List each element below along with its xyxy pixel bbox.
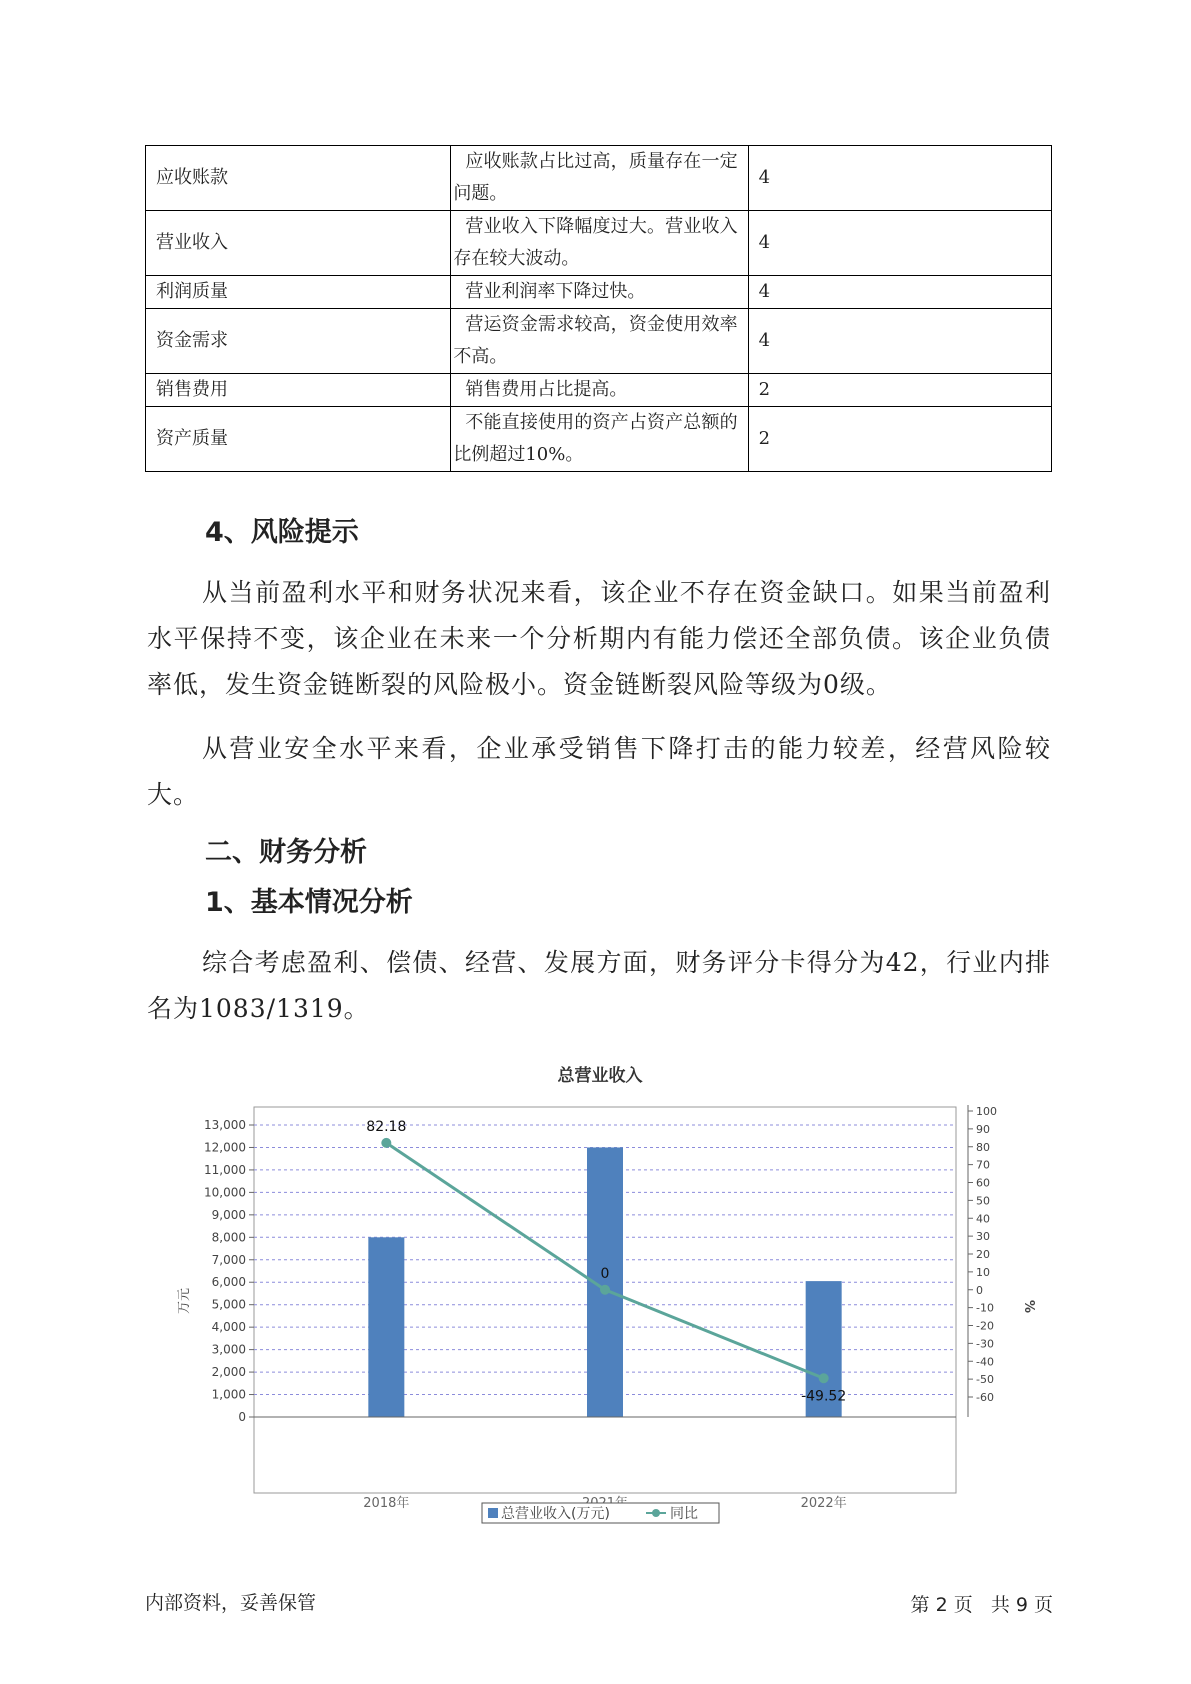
table-cell-item: 销售费用	[146, 374, 451, 407]
table-cell-item: 营业收入	[146, 211, 451, 276]
y2-tick-label: 70	[976, 1158, 990, 1172]
y2-tick-label: 10	[976, 1265, 990, 1279]
y-tick-label: 1,000	[211, 1387, 246, 1402]
right-axis	[968, 1105, 997, 1417]
yoy-point	[381, 1138, 391, 1148]
y2-tick-label: 60	[976, 1176, 990, 1190]
section-heading-financial-analysis: 二、财务分析	[205, 837, 367, 868]
table-cell-item: 应收账款	[146, 146, 451, 211]
table-cell-score: 2	[748, 407, 1051, 472]
y2-tick-label: -30	[976, 1337, 994, 1351]
y-tick-label: 13,000	[204, 1118, 246, 1132]
table-cell-desc: 应收账款占比过高，质量存在一定问题。	[451, 146, 748, 211]
y2-tick-label: 100	[976, 1105, 997, 1118]
chart-legend	[482, 1503, 719, 1523]
table-row	[146, 211, 1052, 276]
sub-heading-basic-analysis: 1、基本情况分析	[205, 887, 413, 918]
y2-tick-label: 40	[976, 1212, 990, 1226]
y2-tick-label: 90	[976, 1122, 990, 1136]
paragraph-score-summary: 综合考虑盈利、偿债、经营、发展方面，财务评分卡得分为42，行业内排名为1083/1319。	[147, 948, 1051, 1023]
yoy-point	[600, 1285, 610, 1295]
legend-swatch-marker	[652, 1509, 660, 1517]
table-cell-desc: 销售费用占比提高。	[451, 374, 748, 407]
revenue-chart	[170, 1055, 1036, 1525]
table-cell-item: 利润质量	[146, 276, 451, 309]
y-tick-label: 9,000	[211, 1207, 246, 1222]
yoy-data-label: -49.52	[801, 1388, 847, 1405]
yoy-data-label: 82.18	[366, 1118, 407, 1135]
y-tick-label: 10,000	[204, 1185, 246, 1200]
left-axis	[204, 1118, 254, 1424]
table-cell-score: 4	[748, 276, 1051, 309]
x-tick-label: 2018年	[363, 1496, 410, 1511]
y-tick-label: 3,000	[211, 1342, 246, 1357]
table-row	[146, 374, 1052, 407]
y2-tick-label: 80	[976, 1140, 990, 1154]
table-cell-desc: 营业利润率下降过快。	[451, 276, 748, 309]
y2-tick-label: 50	[976, 1194, 990, 1208]
y-tick-label: 6,000	[211, 1275, 246, 1290]
y2-tick-label: -20	[976, 1319, 994, 1333]
table-row	[146, 309, 1052, 374]
y-tick-label: 5,000	[211, 1297, 246, 1312]
y-tick-label: 2,000	[211, 1365, 246, 1380]
table-cell-item: 资产质量	[146, 407, 451, 472]
y2-tick-label: 30	[976, 1230, 990, 1244]
y2-tick-label: 20	[976, 1248, 990, 1261]
table-cell-item: 资金需求	[146, 309, 451, 374]
revenue-bar	[368, 1237, 404, 1417]
table-cell-desc: 不能直接使用的资产占资产总额的比例超过10%。	[451, 407, 748, 472]
y-axis-label: 万元	[177, 1287, 192, 1314]
table-cell-score: 4	[748, 146, 1051, 211]
y2-tick-label: -50	[976, 1373, 994, 1387]
y2-tick-label: -40	[976, 1355, 994, 1369]
y-tick-label: 12,000	[204, 1140, 246, 1155]
y-tick-label: 8,000	[211, 1230, 246, 1245]
table-cell-desc: 营业收入下降幅度过大。营业收入存在较大波动。	[451, 211, 748, 276]
legend-swatch-bar	[488, 1508, 498, 1518]
y-tick-label: 11,000	[204, 1162, 246, 1177]
chart-title: 总营业收入	[557, 1066, 643, 1086]
risk-indicator-table	[145, 145, 1052, 472]
table-row	[146, 146, 1052, 211]
y2-axis-label: %	[1021, 1300, 1036, 1314]
table-cell-score: 2	[748, 374, 1051, 407]
y-tick-label: 7,000	[211, 1252, 246, 1267]
legend-label-yoy: 同比	[670, 1506, 698, 1522]
y2-tick-label: -10	[976, 1301, 994, 1315]
section-heading-risk-tips: 4、风险提示	[205, 517, 359, 548]
y2-tick-label: -60	[976, 1391, 994, 1404]
yoy-data-label: 0	[600, 1265, 610, 1282]
y2-tick-label: 0	[976, 1283, 983, 1297]
footer-confidential-note: 内部资料，妥善保管	[145, 1592, 317, 1614]
legend-label-revenue: 总营业收入(万元)	[501, 1506, 610, 1522]
x-tick-label: 2022年	[800, 1496, 847, 1511]
y-tick-label: 0	[238, 1410, 246, 1424]
paragraph-funding-risk: 从当前盈利水平和财务状况来看，该企业不存在资金缺口。如果当前盈利水平保持不变，该企业在未来一个分析期内有能力偿还全部负债。该企业负债率低，发生资金链断裂的风险极小。资金链断裂风险等级为0级。	[147, 578, 1051, 699]
table-cell-score: 4	[748, 211, 1051, 276]
yoy-point	[819, 1373, 829, 1383]
table-row	[146, 407, 1052, 472]
paragraph-operating-risk: 从营业安全水平来看，企业承受销售下降打击的能力较差，经营风险较大。	[147, 734, 1051, 809]
table-cell-desc: 营运资金需求较高，资金使用效率不高。	[451, 309, 748, 374]
table-cell-score: 4	[748, 309, 1051, 374]
y-tick-label: 4,000	[211, 1320, 246, 1335]
table-row	[146, 276, 1052, 309]
footer-page-number: 第 2 页 共 9 页	[910, 1594, 1053, 1616]
